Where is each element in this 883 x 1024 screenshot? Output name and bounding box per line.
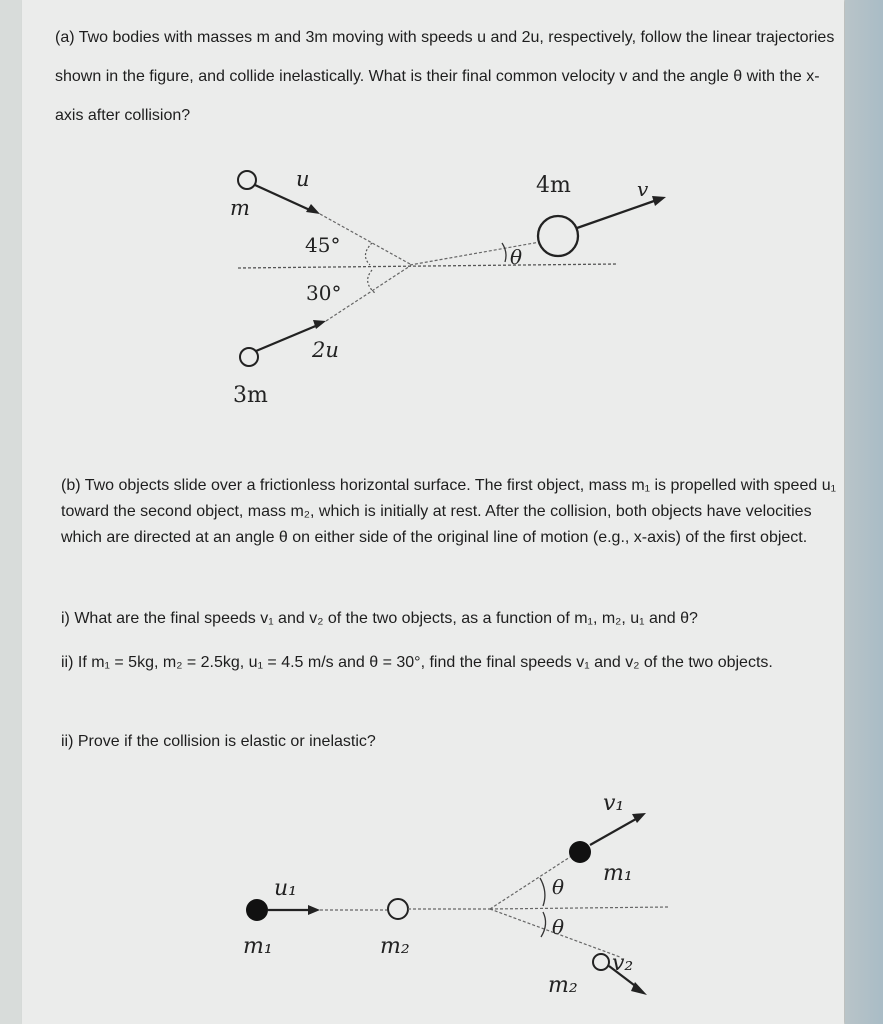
label-theta-top: θ — [552, 875, 565, 899]
label-m: m — [230, 196, 250, 220]
mass-m2-left — [388, 899, 408, 919]
label-theta: θ — [510, 245, 523, 269]
label-v: v — [637, 177, 649, 201]
label-m2-left: m₂ — [380, 934, 410, 959]
label-theta-bottom: θ — [552, 915, 565, 939]
label-v1: v₁ — [603, 791, 625, 816]
mass-m1-left — [246, 899, 268, 921]
mass-m1-right — [569, 841, 591, 863]
question-iii: ii) Prove if the collision is elastic or inelastic? — [61, 733, 376, 750]
part-a-text: (a) Two bodies with masses m and 3m moving with speeds u and 2u, respectively, follow the linear trajectories shown in the figure, and collide inelastically. What is their final common velocity v and the angle θ with the x-axis after collision? — [55, 29, 835, 124]
label-m2-right: m₂ — [548, 973, 578, 998]
label-45: 45° — [305, 233, 341, 257]
label-v2: v₂ — [612, 951, 634, 976]
label-u1: u₁ — [274, 876, 297, 901]
question-ii: ii) If m₁ = 5kg, m₂ = 2.5kg, u₁ = 4.5 m/s and θ = 30°, find the final speeds v₁ and v₂ of the two objects. — [61, 654, 773, 671]
label-3m: 3m — [233, 383, 268, 408]
mass-m2-right — [593, 954, 609, 970]
label-2u: 2u — [312, 338, 339, 362]
part-b-text: (b) Two objects slide over a frictionless horizontal surface. The first object, mass m₁ is propelled with speed u₁ toward the second object, mass m₂, which is initially at rest. After the collision, both objects have velocities which are directed at an angle θ on either side of the original line of motion (e.g., x-axis) of the first object. — [61, 477, 836, 546]
label-m1-left: m₁ — [243, 934, 273, 959]
question-i: i) What are the final speeds v₁ and v₂ of the two objects, as a function of m₁, m₂, u₁ and θ? — [61, 610, 698, 627]
label-u: u — [296, 167, 310, 191]
label-30: 30° — [306, 281, 342, 305]
label-4m: 4m — [536, 173, 571, 198]
label-m1-right: m₁ — [603, 861, 633, 886]
